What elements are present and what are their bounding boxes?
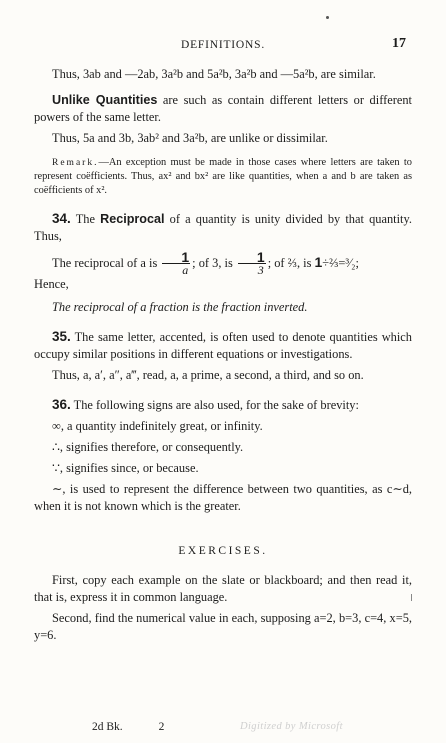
signature-number: 2 — [158, 721, 165, 733]
hence-line: Hence, — [34, 277, 69, 292]
fraction-numerator: 1 — [162, 252, 190, 264]
reciprocal-line-c: ; of ⅔, is — [267, 256, 315, 270]
page-body — [34, 66, 412, 644]
reciprocal-examples — [34, 249, 412, 276]
section-number-36: 36. — [52, 397, 71, 413]
remark-text: —An exception must be made in those cases where letters are taken to represent coëfficients. Thus, ax² and bx² are like quantities, when a and b are taken as coëfficients of x². — [34, 157, 412, 196]
fraction-one-over-a — [162, 249, 190, 278]
fraction-denominator: 3 — [257, 263, 264, 278]
exercise-instruction-second: Second, find the numerical value in each, supposing a=2, b=3, c=4, x=5, y=6. — [34, 611, 412, 643]
unlike-example: Thus, 5a and 3b, 3ab² and 3a²b, are unlike or dissimilar. — [52, 131, 328, 145]
reciprocal-line-b: ; of 3, is — [192, 256, 236, 270]
ink-speck — [326, 16, 329, 19]
unlike-definition — [34, 92, 412, 126]
reciprocal-line-d: ÷⅔=³⁄₂; — [322, 256, 359, 270]
fraction-denominator: a — [182, 263, 189, 278]
signature-label: 2d Bk. — [92, 721, 123, 733]
term-reciprocal: Reciprocal — [100, 212, 165, 226]
margin-mark — [411, 594, 412, 601]
sec34-pre: The — [75, 212, 101, 226]
remark-paragraph — [34, 156, 412, 198]
unlike-text: are such as contain different letters or different powers of the same letter. — [34, 93, 412, 124]
fraction-one-over-three — [238, 249, 266, 278]
sec36-text: The following signs are also used, for the sake of brevity: — [70, 398, 359, 413]
reciprocal-rule: The reciprocal of a fraction is the fraction inverted. — [52, 300, 308, 315]
page-header — [34, 36, 412, 56]
sign-infinity: ∞, a quantity indefinitely great, or infinity. — [52, 419, 263, 434]
fraction-numerator: 1 — [238, 252, 266, 264]
reciprocal-one: 1 — [314, 254, 323, 270]
sec35-text: The same letter, accented, is often used to denote quantities which occupy similar positions in different equations or investigations. — [34, 330, 412, 362]
sign-since: ∵, signifies since, or because. — [52, 461, 199, 476]
reciprocal-line-a: The reciprocal of a is — [52, 256, 161, 270]
sec34-text: of a quantity is unity divided by that quantity. Thus, — [34, 212, 412, 243]
sign-difference: ∼, is used to represent the difference between two quantities, as c∼d, when it is not known which is the greater. — [34, 482, 412, 514]
section-36 — [34, 396, 412, 414]
sign-therefore: ∴, signifies therefore, or consequently. — [52, 440, 244, 455]
section-34 — [34, 210, 412, 245]
remark-label: Remark. — [52, 158, 99, 168]
section-number-34: 34. — [52, 211, 71, 226]
similar-example: Thus, 3ab and —2ab, 3a²b and 5a²b, 3a²b and —5a²b, are similar. — [52, 67, 376, 81]
page-number: 17 — [392, 36, 406, 51]
digitization-watermark: Digitized by Microsoft — [240, 721, 343, 732]
section-35 — [34, 328, 412, 363]
exercise-instruction-first: First, copy each example on the slate or blackboard; and then read it, that is, express it in common language. — [34, 573, 412, 605]
exercises-heading: EXERCISES. — [178, 545, 268, 558]
term-unlike-quantities: Unlike Quantities — [52, 93, 158, 107]
signature-mark — [92, 721, 164, 733]
accent-example: Thus, a, a′, a″, a‴, read, a, a prime, a second, a third, and so on. — [52, 368, 364, 383]
section-number-35: 35. — [52, 329, 71, 345]
running-head: DEFINITIONS. — [180, 39, 266, 51]
